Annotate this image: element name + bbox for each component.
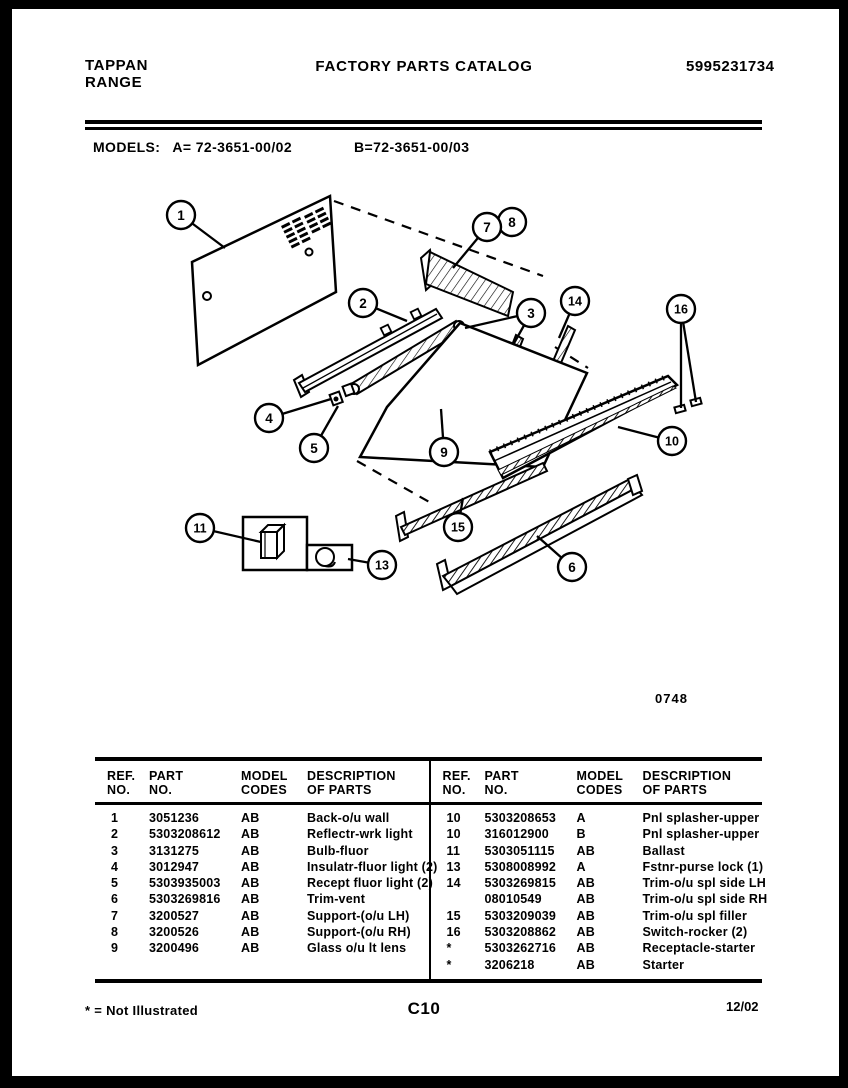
model-codes: AB xyxy=(576,941,595,956)
svg-text:9: 9 xyxy=(440,445,448,460)
table-row xyxy=(95,810,429,826)
ref-no: * xyxy=(446,941,452,956)
diagram-code: 0748 xyxy=(655,691,688,706)
svg-text:2: 2 xyxy=(359,296,367,311)
callout-16 xyxy=(667,295,695,323)
svg-text:13: 13 xyxy=(375,558,389,573)
svg-text:10: 10 xyxy=(665,434,679,449)
part-no: 08010549 xyxy=(484,892,542,907)
ref-no: 2 xyxy=(111,827,119,842)
support-bracket-part xyxy=(421,250,513,316)
publication-number: 5995231734 xyxy=(686,58,775,75)
model-codes: AB xyxy=(241,811,260,825)
back-panel-part xyxy=(192,196,336,365)
table-row xyxy=(431,859,763,875)
table-row xyxy=(95,924,429,940)
column-header-part-no: PART NO. xyxy=(484,769,519,797)
part-no: 3200527 xyxy=(149,908,200,923)
part-no: 5303208612 xyxy=(149,827,221,842)
parts-table-right xyxy=(429,761,768,979)
table-body xyxy=(95,805,438,957)
part-no: 3012947 xyxy=(149,859,200,874)
model-codes: AB xyxy=(241,876,260,891)
description: Fstnr-purse lock (1) xyxy=(642,859,764,874)
svg-text:4: 4 xyxy=(265,411,273,426)
callout-9 xyxy=(430,438,458,466)
part-no: 5303262716 xyxy=(484,941,557,956)
svg-text:14: 14 xyxy=(568,294,582,309)
description: Insulatr-fluor light (2) xyxy=(307,859,438,874)
description: Receptacle-starter xyxy=(642,941,756,956)
description: Glass o/u lt lens xyxy=(307,941,407,956)
part-no: 3200496 xyxy=(149,941,200,956)
callout-1 xyxy=(167,201,195,229)
panel-screw-hole xyxy=(203,292,211,300)
table-row xyxy=(95,875,433,891)
ref-no: 10 xyxy=(446,811,461,825)
table-row xyxy=(431,875,766,891)
description: Trim-o/u spl side RH xyxy=(642,892,768,907)
table-header xyxy=(431,767,763,797)
table-row xyxy=(431,843,763,859)
table-row xyxy=(95,826,429,842)
callout-3 xyxy=(517,299,545,327)
ref-no: 4 xyxy=(111,859,119,874)
column-header-model-codes: MODEL CODES xyxy=(241,769,288,797)
svg-text:1: 1 xyxy=(177,208,185,223)
part-no: 3200526 xyxy=(149,925,200,940)
models-label: MODELS: xyxy=(93,139,161,155)
ref-no: 9 xyxy=(111,941,119,956)
purse-lock-box xyxy=(307,545,352,570)
brand-line1: TAPPAN xyxy=(85,57,149,74)
table-row xyxy=(95,891,429,907)
ref-no: 10 xyxy=(446,827,461,842)
part-no: 5308008992 xyxy=(484,859,557,874)
column-header-model-codes: MODEL CODES xyxy=(576,769,624,797)
ref-no: 6 xyxy=(111,892,119,907)
model-codes: AB xyxy=(241,908,260,923)
part-no: 3051236 xyxy=(149,811,200,825)
ref-no: 13 xyxy=(446,859,461,874)
description: Back-o/u wall xyxy=(307,811,390,825)
description: Starter xyxy=(642,957,685,972)
table-header xyxy=(95,767,429,797)
ref-no: 1 xyxy=(111,811,119,825)
ref-no: 5 xyxy=(111,876,119,891)
model-codes: AB xyxy=(576,876,595,891)
description: Recept fluor light (2) xyxy=(307,876,433,891)
callout-8 xyxy=(498,208,526,236)
description: Bulb-fluor xyxy=(307,843,369,858)
page-title: FACTORY PARTS CATALOG xyxy=(315,58,533,75)
lamp-holder-parts xyxy=(330,384,355,406)
callout-2 xyxy=(349,289,377,317)
part-no: 5303269815 xyxy=(484,876,557,891)
parts-table-left xyxy=(95,761,438,979)
callout-14 xyxy=(561,287,589,315)
revision-date: 12/02 xyxy=(726,999,759,1014)
ref-no: 3 xyxy=(111,843,119,858)
model-b: B=72-3651-00/03 xyxy=(354,139,470,155)
table-row xyxy=(431,940,763,956)
description: Switch-rocker (2) xyxy=(642,925,748,940)
description: Pnl splasher-upper xyxy=(642,811,760,825)
table-row xyxy=(431,891,768,907)
table-row xyxy=(95,940,429,956)
part-no: 3206218 xyxy=(484,957,535,972)
ref-no: 14 xyxy=(446,876,461,891)
column-header-ref-no: REF. NO. xyxy=(107,769,136,797)
part-no: 5303051115 xyxy=(484,843,555,858)
exploded-parts-diagram xyxy=(85,180,745,630)
model-codes: AB xyxy=(241,925,260,940)
part-no: 5303208862 xyxy=(484,925,557,940)
part-no: 5303208653 xyxy=(484,811,557,825)
description: Trim-vent xyxy=(307,892,366,907)
callout-4 xyxy=(255,404,283,432)
model-codes: B xyxy=(576,827,586,842)
model-codes: AB xyxy=(576,892,595,907)
part-no: 3131275 xyxy=(149,843,200,858)
column-header-description: DESCRIPTION OF PARTS xyxy=(642,769,732,797)
model-codes: AB xyxy=(241,843,260,858)
page-number: C10 xyxy=(407,999,441,1018)
table-row xyxy=(95,859,438,875)
purse-lock-fasteners xyxy=(674,398,701,413)
not-illustrated-footnote: * = Not Illustrated xyxy=(85,1003,198,1018)
model-codes: AB xyxy=(241,941,260,956)
description: Support-(o/u RH) xyxy=(307,925,411,940)
description: Trim-o/u spl filler xyxy=(642,908,748,923)
callout-11 xyxy=(186,514,214,542)
panel-screw-hole xyxy=(306,249,313,256)
parts-table xyxy=(95,757,768,983)
callout-13 xyxy=(368,551,396,579)
part-no: 316012900 xyxy=(484,827,549,842)
table-row xyxy=(95,908,429,924)
callout-10 xyxy=(658,427,686,455)
part-no: 5303269816 xyxy=(149,892,221,907)
model-codes: A xyxy=(576,859,586,874)
part-no: 5303935003 xyxy=(149,876,221,891)
ref-no: 15 xyxy=(446,908,461,923)
model-codes: AB xyxy=(241,892,260,907)
model-a: A= 72-3651-00/02 xyxy=(172,139,293,155)
column-header-ref-no: REF. NO. xyxy=(442,769,471,797)
model-codes: A xyxy=(576,811,586,825)
description: Pnl splasher-upper xyxy=(642,827,760,842)
svg-text:5: 5 xyxy=(310,441,318,456)
table-row xyxy=(95,843,429,859)
header-divider xyxy=(85,120,762,130)
column-header-description: DESCRIPTION OF PARTS xyxy=(307,769,396,797)
callout-15 xyxy=(444,513,472,541)
table-row xyxy=(431,810,763,826)
model-codes: AB xyxy=(576,957,595,972)
ref-no xyxy=(443,891,485,907)
model-codes: AB xyxy=(576,925,595,940)
description: Reflectr-wrk light xyxy=(307,827,413,842)
ref-no: 16 xyxy=(446,925,461,940)
svg-text:11: 11 xyxy=(193,521,207,536)
svg-text:15: 15 xyxy=(451,520,465,535)
callout-6 xyxy=(558,553,586,581)
svg-text:7: 7 xyxy=(483,220,491,235)
ref-no: 7 xyxy=(111,908,119,923)
description: Support-(o/u LH) xyxy=(307,908,410,923)
callout-5 xyxy=(300,434,328,462)
ref-no: * xyxy=(446,957,452,972)
brand-line2: RANGE xyxy=(85,74,143,91)
callout-7 xyxy=(473,213,501,241)
table-body xyxy=(431,805,768,973)
model-codes: AB xyxy=(241,827,260,842)
svg-text:8: 8 xyxy=(508,215,516,230)
table-row xyxy=(431,957,763,973)
svg-text:6: 6 xyxy=(568,560,576,575)
model-codes: AB xyxy=(576,843,595,858)
description: Ballast xyxy=(642,843,685,858)
models-line xyxy=(93,139,469,155)
svg-text:3: 3 xyxy=(527,306,535,321)
svg-text:16: 16 xyxy=(674,302,688,317)
ref-no: 11 xyxy=(446,843,461,858)
table-row xyxy=(431,826,763,842)
part-no: 5303209039 xyxy=(484,908,557,923)
ref-no: 8 xyxy=(111,925,119,940)
table-row xyxy=(431,924,763,940)
column-header-part-no: PART NO. xyxy=(149,769,184,797)
table-row xyxy=(431,908,763,924)
model-codes: AB xyxy=(576,908,595,923)
ballast-box xyxy=(243,517,307,570)
description: Trim-o/u spl side LH xyxy=(642,876,766,891)
model-codes: AB xyxy=(241,859,260,874)
